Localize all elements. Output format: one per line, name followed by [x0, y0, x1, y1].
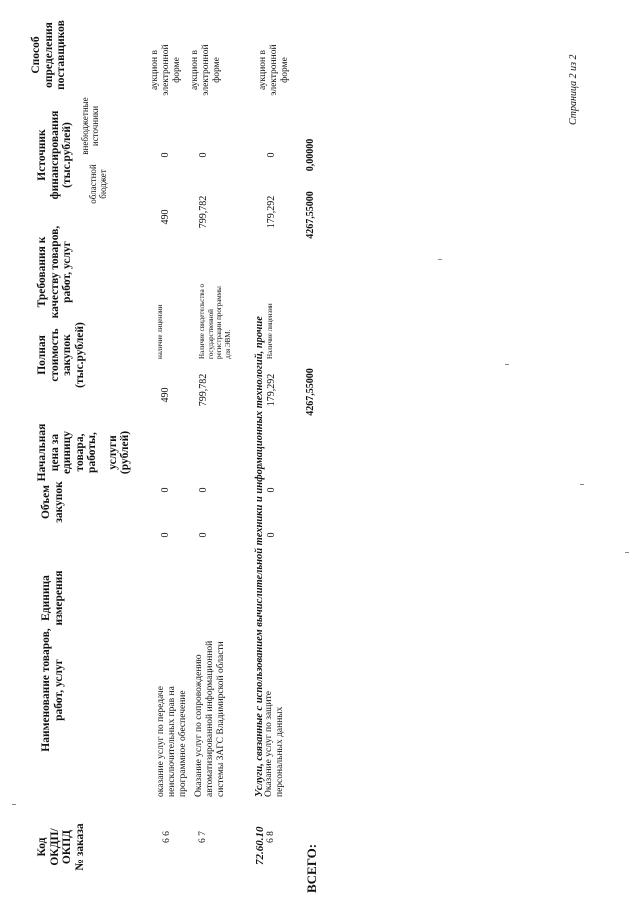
- row-name-line: Оказание услуг по защите: [264, 691, 274, 797]
- header-funding-line: финансирования: [48, 110, 61, 200]
- header-code-line: Код: [36, 837, 48, 857]
- header-reqs-line: Требования к: [36, 236, 48, 308]
- row-reqs-line: наличие лицензии: [156, 304, 164, 359]
- row-reqs-line: для ЭВМ.: [223, 329, 232, 359]
- header-code-line: ОКПД: [61, 829, 73, 865]
- row-offbudget: 0: [266, 152, 277, 158]
- row-method-line: форме: [172, 57, 182, 83]
- header-name-line: Наименование товаров,: [40, 628, 52, 752]
- row-reqs: [156, 239, 165, 359]
- row-method-line: аукцион в: [150, 50, 160, 90]
- total-cost: 4267,55000: [305, 368, 316, 416]
- header-price-line: единицу: [61, 430, 73, 475]
- section-code: 72.60.10: [254, 826, 266, 865]
- row-reqs-line: государственной: [206, 309, 215, 359]
- header-unit-line: Единица: [40, 575, 52, 621]
- header-cost: [36, 315, 86, 395]
- header-volume-line: Объем: [40, 484, 52, 520]
- header-reqs-line: качеству товаров,: [48, 225, 61, 319]
- row-reqs: [198, 239, 232, 359]
- header-method-line: определения: [42, 22, 55, 88]
- header-price: [36, 415, 132, 490]
- row-name-line: Оказание услуг по сопровождению: [194, 654, 204, 797]
- scan-speck: [580, 484, 584, 485]
- row-price: 0: [266, 487, 277, 493]
- header-price-gap: [99, 415, 107, 490]
- header-price-line: Начальная: [36, 423, 48, 482]
- header-reqs-line: работ, услуг: [61, 241, 73, 303]
- row-name: [264, 637, 286, 797]
- row-volume: 0: [198, 532, 209, 538]
- header-cost-line: Полная: [36, 335, 48, 375]
- header-funding: [36, 105, 74, 205]
- row-volume: 0: [266, 532, 277, 538]
- header-regional: [88, 153, 108, 215]
- row-code: 6 6: [162, 831, 172, 843]
- row-reqs-line: Наличие лицензии: [266, 303, 274, 359]
- header-offbudget-line: источники: [90, 105, 100, 147]
- header-reqs: [36, 217, 74, 327]
- row-name: [194, 617, 227, 797]
- header-name: [40, 615, 65, 765]
- row-method: [258, 25, 291, 115]
- row-price: 0: [198, 487, 209, 493]
- header-method: [30, 5, 68, 105]
- header-name-line: работ, услуг: [52, 659, 65, 721]
- section-title: Услуги, связанные с использованием вычислительной техники и информационных технологий, прочие: [254, 316, 265, 797]
- row-name: [156, 637, 189, 797]
- header-method-line: поставщиков: [55, 20, 67, 90]
- header-price-line: услуги: [106, 435, 119, 470]
- total-offbudget: 0,00000: [305, 138, 316, 172]
- scan-speck: [505, 364, 509, 365]
- header-cost-line: закупок: [61, 334, 73, 376]
- row-method-line: форме: [280, 57, 290, 83]
- header-funding-line: Источник: [36, 129, 48, 181]
- header-unit: [40, 563, 65, 633]
- row-method-line: электронной: [201, 44, 211, 96]
- total-label: ВСЕГО:: [304, 843, 319, 893]
- row-code: 6 7: [198, 831, 208, 843]
- row-reqs: [266, 239, 275, 359]
- page-number: Страница 2 из 2: [568, 54, 579, 125]
- row-cost: 799,782: [198, 373, 209, 407]
- header-unit-line: измерения: [52, 570, 65, 626]
- header-offbudget-line: внебюджетные: [80, 97, 90, 155]
- row-method: [150, 25, 183, 115]
- row-cost: 490: [160, 387, 171, 403]
- row-method-line: аукцион в: [258, 50, 268, 90]
- row-reqs-line: регистрации программы: [215, 286, 223, 359]
- header-price-line: (рублей): [119, 430, 131, 475]
- row-price: 0: [160, 487, 171, 493]
- header-regional-line: областной: [88, 164, 98, 204]
- row-method-line: электронной: [161, 44, 171, 96]
- row-offbudget: 0: [160, 152, 171, 158]
- scan-speck: [625, 552, 629, 553]
- header-code-line: ОКДП/: [48, 828, 61, 866]
- header-price-line: цена за: [48, 433, 61, 472]
- row-method-line: аукцион в: [190, 50, 200, 90]
- row-name-line: персональных данных: [275, 706, 285, 797]
- row-regional: 179,292: [266, 195, 277, 229]
- row-offbudget: 0: [198, 152, 209, 158]
- total-regional: 4267,55000: [305, 191, 316, 239]
- row-code: 6 8: [266, 831, 276, 843]
- row-name-line: системы ЗАГС Владимирской области: [216, 641, 226, 797]
- header-method-line: Способ: [30, 36, 42, 74]
- row-name-line: неисключительных прав на: [167, 686, 177, 797]
- header-code: [36, 807, 86, 887]
- row-regional: 490: [160, 209, 171, 225]
- header-regional-line: бюджет: [98, 169, 108, 199]
- header-price-line: товара,: [73, 433, 86, 472]
- row-volume: 0: [160, 532, 171, 538]
- header-code-line: № заказа: [73, 823, 86, 871]
- scan-speck: [12, 804, 16, 805]
- header-offbudget: [80, 95, 100, 157]
- scan-speck: [438, 259, 442, 260]
- row-name-line: программное обеспечение: [178, 690, 188, 797]
- row-regional: 799,782: [198, 195, 209, 229]
- header-cost-line: стоимость: [48, 328, 61, 382]
- row-reqs-line: Наличие свидетельства о: [198, 283, 206, 359]
- header-cost-line: (тыс.рублей): [73, 322, 86, 388]
- row-method: [190, 25, 223, 115]
- row-method-line: форме: [212, 57, 222, 83]
- header-volume-line: закупок: [52, 481, 65, 523]
- row-method-line: электронной: [269, 44, 279, 96]
- row-name-line: оказание услуг по передаче: [156, 686, 166, 797]
- row-name-line: автоматизированной информационной: [205, 640, 215, 797]
- header-funding-line: (тыс.рублей): [61, 122, 73, 188]
- header-price-line: работы,: [86, 432, 98, 473]
- row-cost: 179,292: [266, 373, 277, 407]
